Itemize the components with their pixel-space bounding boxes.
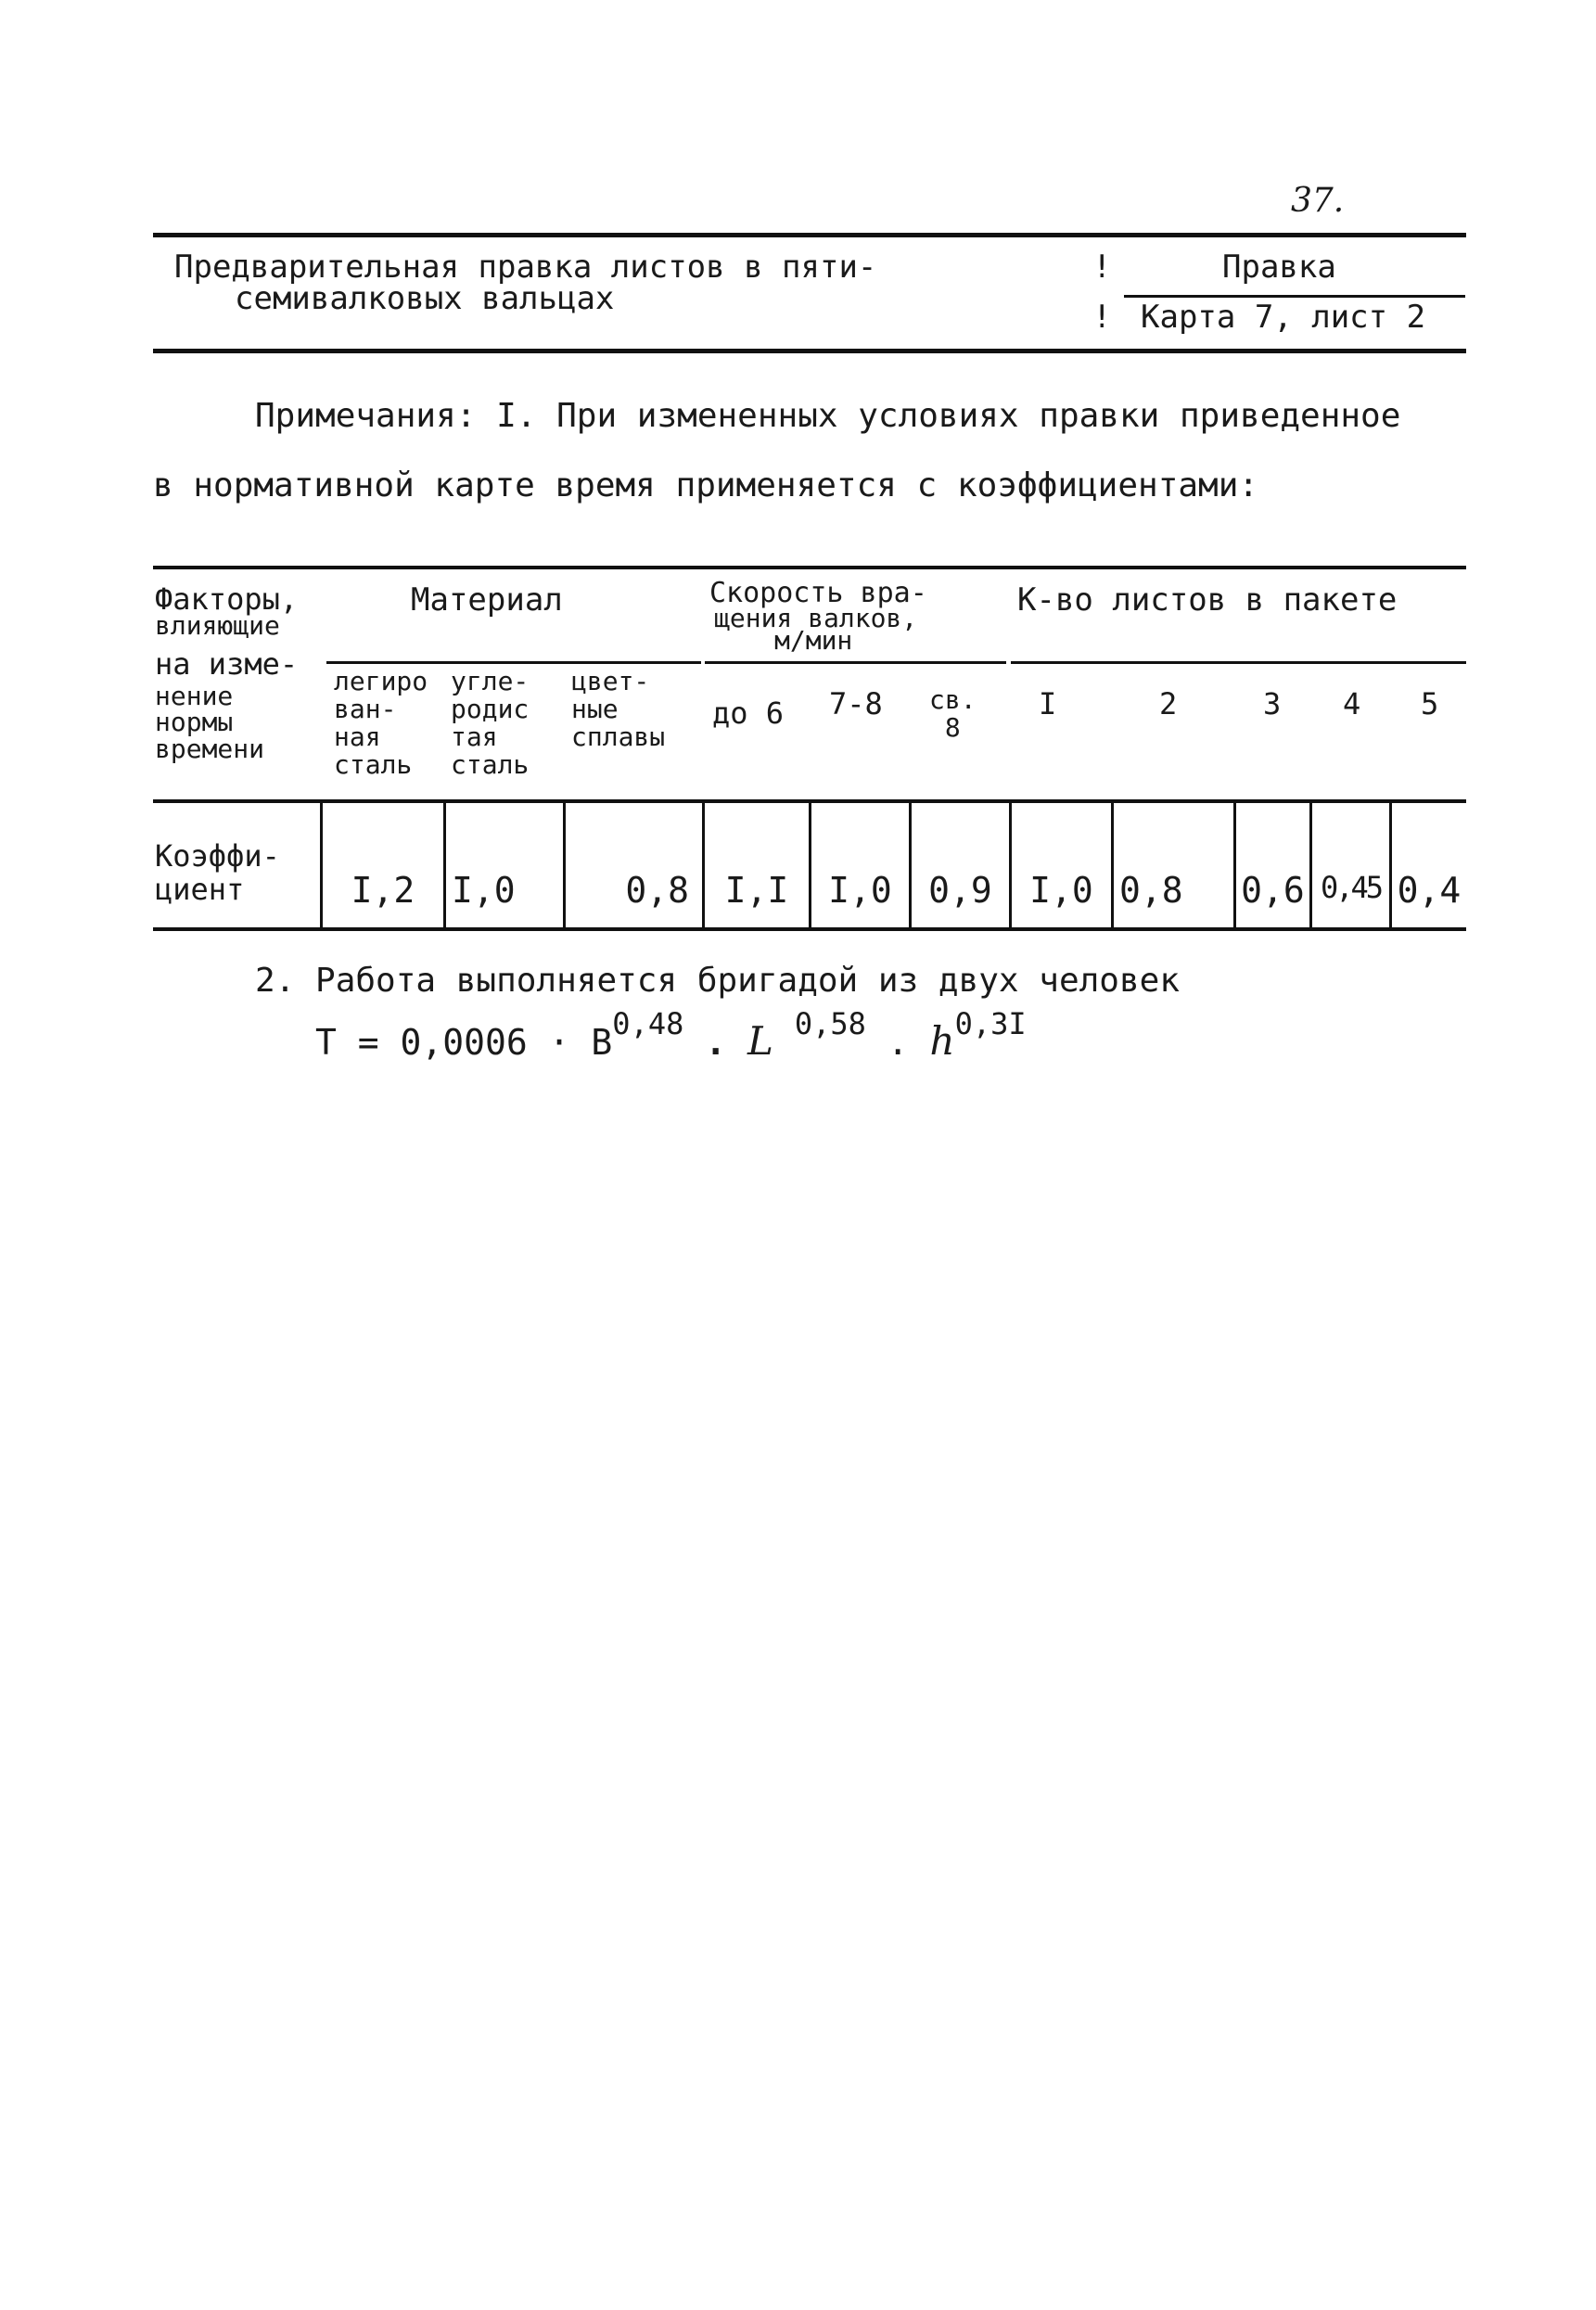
factors-header-line: Факторы,	[155, 581, 299, 617]
sheets-5: 5	[1421, 686, 1439, 721]
sheets-2: 2	[1159, 686, 1178, 721]
speed-up-to-6: до 6	[712, 696, 785, 731]
speed-header-line2: щения валков,	[714, 603, 918, 633]
formula-exp-h: 0,3I	[954, 1006, 1027, 1041]
factors-header-line: на изме-	[155, 646, 299, 682]
value-nonferrous: 0,8	[625, 870, 689, 911]
material-alloy-steel	[334, 668, 428, 779]
subheader-line: легиро	[334, 666, 428, 696]
subheader-line: угле-	[451, 666, 530, 696]
formula-var-l: L	[747, 1018, 773, 1064]
value-speed-up-to-6: I,I	[724, 870, 789, 911]
header-title-line2: семивалковых вальцах	[235, 280, 615, 317]
table-bottom-rule	[153, 927, 1466, 931]
table-top-rule	[153, 566, 1466, 569]
subheader-line: цвет-	[571, 666, 650, 696]
header-card: Карта 7, лист 2	[1141, 299, 1426, 336]
note1-line2: в нормативной карте время применяется с коэффициентами:	[153, 466, 1259, 504]
value-sheets-5: 0,4	[1397, 870, 1462, 911]
value-alloy-steel: I,2	[351, 870, 415, 911]
row-divider	[1309, 803, 1312, 927]
formula-lhs: T = 0,0006 · B	[315, 1022, 613, 1063]
labor-formula	[315, 1006, 1027, 1064]
subheader-line: тая	[451, 721, 498, 752]
subheader-line: сталь	[451, 749, 530, 780]
sheets-4: 4	[1343, 686, 1361, 721]
value-speed-over-8: 0,9	[928, 870, 992, 911]
formula-dot: .	[887, 1022, 909, 1063]
page-number: 37.	[1291, 182, 1345, 220]
value-speed-7-8: I,0	[828, 870, 892, 911]
speed-over-8	[929, 686, 977, 742]
header-separator-1: !	[1092, 249, 1112, 286]
subheader-line: сталь	[334, 749, 413, 780]
factors-header-line: нение	[155, 681, 234, 711]
sheets-3: 3	[1263, 686, 1282, 721]
header-title-line1: Предварительная правка листов в пяти-	[174, 249, 877, 286]
material-subheader-rule	[326, 661, 701, 664]
subheader-line: ван-	[334, 694, 397, 724]
subheader-line: 8	[944, 712, 961, 743]
speed-header-line1: Скорость вра-	[709, 577, 927, 609]
factors-header-line: влияющие	[155, 610, 280, 641]
sheets-1: I	[1039, 686, 1057, 721]
factors-header-line: времени	[155, 734, 265, 764]
value-sheets-1: I,0	[1029, 870, 1093, 911]
row-label	[155, 839, 280, 906]
subheader-line: родис	[451, 694, 530, 724]
row-label-line: циент	[155, 872, 245, 907]
formula-var-h: h	[929, 1018, 955, 1064]
material-carbon-steel	[451, 668, 529, 779]
note2: 2. Работа выполняется бригадой из двух человек	[255, 962, 1180, 1000]
material-nonferrous-alloys	[571, 668, 665, 751]
value-sheets-4: 0,45	[1320, 870, 1382, 905]
subheader-line: сплавы	[571, 721, 666, 752]
header-bottom-rule	[153, 349, 1466, 353]
header-inner-rule	[1124, 295, 1465, 298]
formula-exp-l: 0,58	[794, 1006, 866, 1041]
header-top-rule	[153, 233, 1466, 237]
speed-subheader-rule	[705, 661, 1006, 664]
subheader-line: св.	[929, 684, 977, 715]
value-sheets-3: 0,6	[1241, 870, 1305, 911]
value-sheets-2: 0,8	[1119, 870, 1183, 911]
speed-7-8: 7-8	[829, 686, 883, 721]
sheets-header: К-во листов в пакете	[1017, 581, 1398, 619]
subheader-line: ные	[571, 694, 619, 724]
speed-header-line3: м/мин	[774, 625, 853, 656]
sheets-subheader-rule	[1011, 661, 1466, 664]
subheader-line: ная	[334, 721, 381, 752]
value-carbon-steel: I,0	[452, 870, 516, 911]
note1-line1: Примечания: I. При измененных условиях правки приведенное	[255, 397, 1401, 435]
formula-exp-b: 0,48	[612, 1006, 684, 1041]
formula-dot: .	[705, 1022, 727, 1063]
row-label-line: Коэффи-	[155, 838, 280, 874]
material-header: Материал	[411, 581, 563, 619]
factors-header-line: нормы	[155, 707, 234, 737]
header-separator-2: !	[1092, 299, 1112, 336]
header-section: Правка	[1222, 249, 1336, 286]
